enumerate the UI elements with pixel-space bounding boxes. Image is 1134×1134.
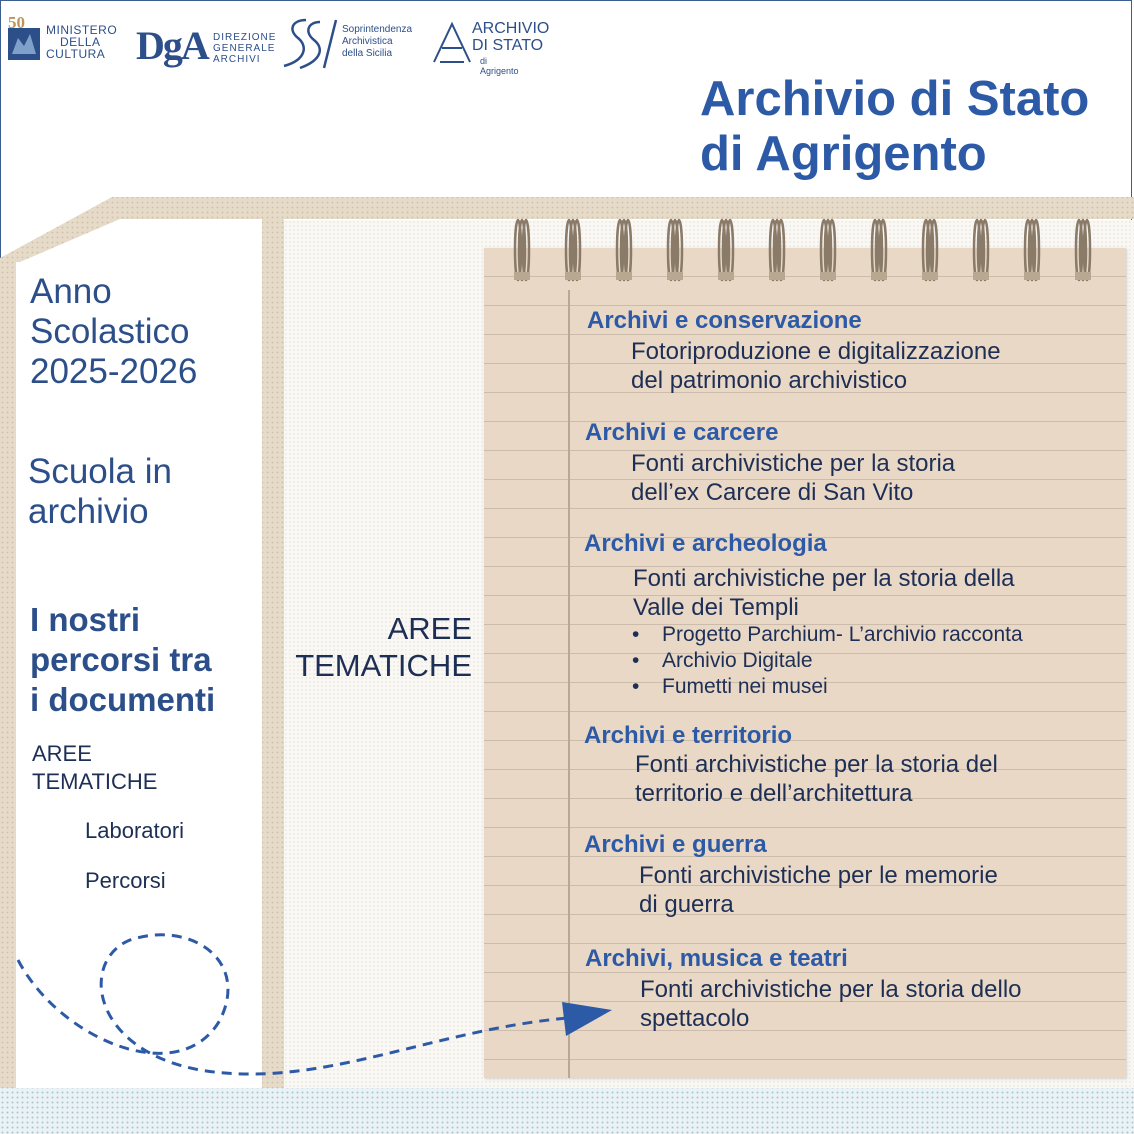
laboratori-label: Laboratori [85, 818, 185, 843]
dga-logo: DgA [136, 23, 208, 68]
list-item: • Archivio Digitale [632, 648, 1023, 674]
section-musica-teatri [585, 945, 1022, 1033]
section-conservazione [587, 307, 1001, 395]
section-carcere [585, 419, 955, 507]
percorsi-label: Percorsi [85, 868, 166, 893]
section-body: Fonti archivistiche per la storia del territorio e dell’architettura [635, 751, 998, 807]
section-title: Archivi e conservazione [587, 307, 862, 334]
section-title: Archivi e guerra [584, 831, 767, 858]
section-archeologia [584, 530, 1023, 700]
school-year: Anno Scolastico 2025-2026 [30, 272, 198, 391]
archivio-stato-logo-subtext: di Agrigento [480, 56, 519, 76]
section-territorio [584, 722, 998, 808]
list-item: • Fumetti nei musei [632, 674, 1023, 700]
section-title: Archivi e carcere [585, 419, 779, 446]
percorsi-heading: I nostri percorsi tra i documenti [30, 601, 216, 718]
section-body: Fotoriproduzione e digitalizzazione del patrimonio archivistico [631, 338, 1001, 394]
section-title: Archivi e archeologia [584, 530, 827, 557]
aree-tematiche-heading: AREE TEMATICHE [295, 611, 472, 683]
page-title: Archivio di Stato di Agrigento [700, 72, 1090, 181]
ministry-logo-text: MINISTERO DELLA CULTURA [46, 23, 118, 61]
section-title: Archivi e territorio [584, 722, 793, 749]
section-body: Fonti archivistiche per la storia dello spettacolo [640, 976, 1022, 1032]
program-name: Scuola in archivio [28, 452, 172, 531]
list-item: • Progetto Parchium- L’archivio racconta [632, 622, 1023, 648]
section-body: Fonti archivistiche per le memorie di guerra [639, 862, 998, 918]
section-title: Archivi, musica e teatri [585, 945, 848, 972]
section-body: Fonti archivistiche per la storia dell’ex Carcere di San Vito [631, 450, 956, 506]
notebook-margin-line [568, 290, 570, 1078]
section-bullet-list [632, 622, 1023, 700]
soprintendenza-logo-text: Soprintendenza Archivistica della Sicilia [342, 24, 413, 59]
archivio-stato-logo-text: ARCHIVIO DI STATO [472, 20, 550, 54]
section-guerra [584, 831, 998, 919]
dga-logo-text: DIREZIONE GENERALE ARCHIVI [213, 32, 277, 65]
svg-text:50: 50 [8, 14, 25, 32]
aree-tematiche-label: AREE TEMATICHE [32, 741, 158, 794]
section-body: Fonti archivistiche per la storia della Valle dei Templi [633, 565, 1015, 621]
